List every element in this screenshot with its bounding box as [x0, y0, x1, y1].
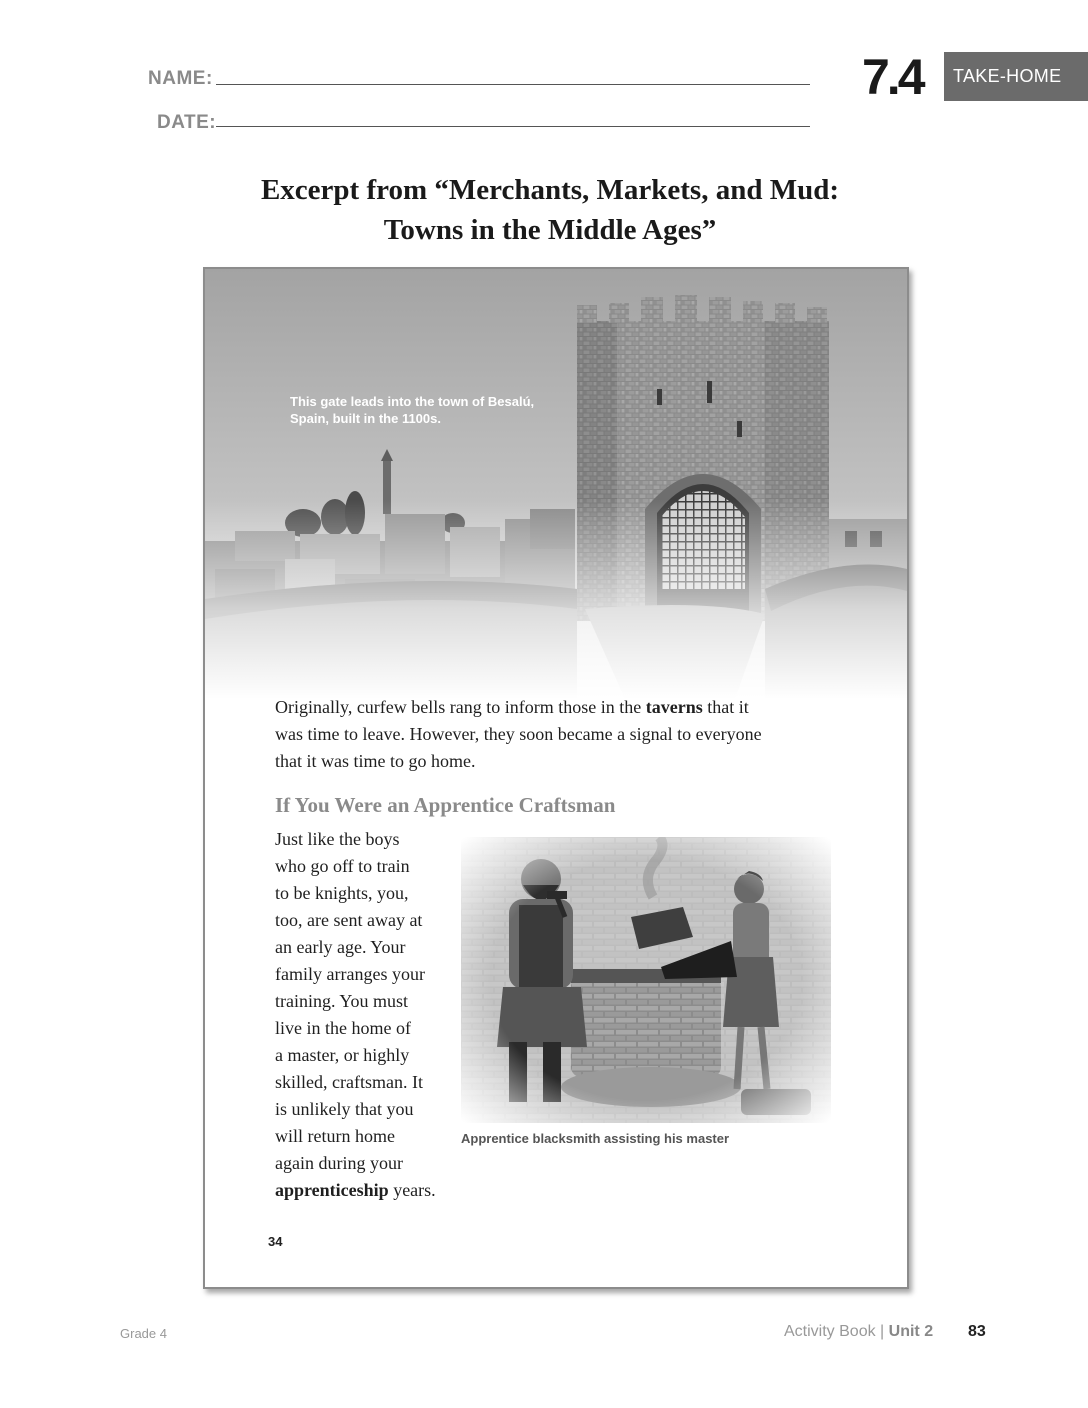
p1-line-2: was time to leave. However, they soon became a signal to everyone: [275, 724, 762, 744]
p2-line: to be knights, you,: [275, 883, 409, 903]
take-home-tag: TAKE-HOME: [944, 52, 1088, 101]
name-line[interactable]: [216, 84, 810, 85]
p2-line: who go off to train: [275, 856, 410, 876]
paragraph-apprentice: [275, 826, 465, 1204]
illustration-caption: Apprentice blacksmith assisting his master: [461, 1131, 730, 1146]
p2-line: is unlikely that you: [275, 1099, 414, 1119]
photo-caption: [290, 393, 560, 427]
footer-book-name: Activity Book: [784, 1323, 876, 1340]
p2-line: will return home: [275, 1126, 395, 1146]
p2-line: training. You must: [275, 991, 409, 1011]
paragraph-curfew: [275, 694, 835, 775]
p1-text-c: that it: [702, 697, 749, 717]
p1-line-3: that it was time to go home.: [275, 751, 476, 771]
term-taverns: taverns: [645, 697, 703, 717]
p2-line: Just like the boys: [275, 829, 400, 849]
p2-line: an early age. Your: [275, 937, 406, 957]
photo-caption-line-2: Spain, built in the 1100s.: [290, 411, 441, 426]
reader-page-number: 34: [268, 1234, 283, 1249]
section-heading: If You Were an Apprentice Craftsman: [275, 793, 616, 817]
footer-page-number: 83: [968, 1323, 986, 1340]
p2-line: too, are sent away at: [275, 910, 423, 930]
title-line-1: Excerpt from “Merchants, Markets, and Mud:: [260, 174, 840, 206]
footer-grade: Grade 4: [120, 1326, 167, 1341]
p2-text-end: years.: [388, 1180, 436, 1200]
lesson-number: 7.4: [862, 49, 923, 105]
title-line-2: Towns in the Middle Ages”: [383, 214, 717, 246]
date-line[interactable]: [216, 126, 810, 127]
page-title: [150, 170, 950, 250]
p2-line: a master, or highly: [275, 1045, 410, 1065]
reader-page: [203, 267, 909, 1289]
p2-line: family arranges your: [275, 964, 425, 984]
date-label: DATE:: [157, 112, 217, 133]
p2-line-last: [275, 1177, 465, 1204]
p1-line-1: [275, 694, 835, 721]
footer-book-title: [784, 1323, 933, 1341]
footer-unit: Unit 2: [888, 1323, 934, 1340]
p2-line: live in the home of: [275, 1018, 411, 1038]
p1-text-a: Originally, curfew bells rang to inform those in the: [275, 697, 646, 717]
besalu-gate-photo: [205, 269, 907, 699]
p2-line: again during your: [275, 1153, 403, 1173]
p2-line: skilled, craftsman. It: [275, 1072, 423, 1092]
name-label: NAME:: [148, 68, 213, 89]
blacksmith-illustration: [461, 837, 831, 1123]
footer-separator: |: [875, 1323, 889, 1340]
term-apprenticeship: apprenticeship: [275, 1180, 389, 1200]
photo-caption-line-1: This gate leads into the town of Besalú,: [290, 394, 535, 409]
